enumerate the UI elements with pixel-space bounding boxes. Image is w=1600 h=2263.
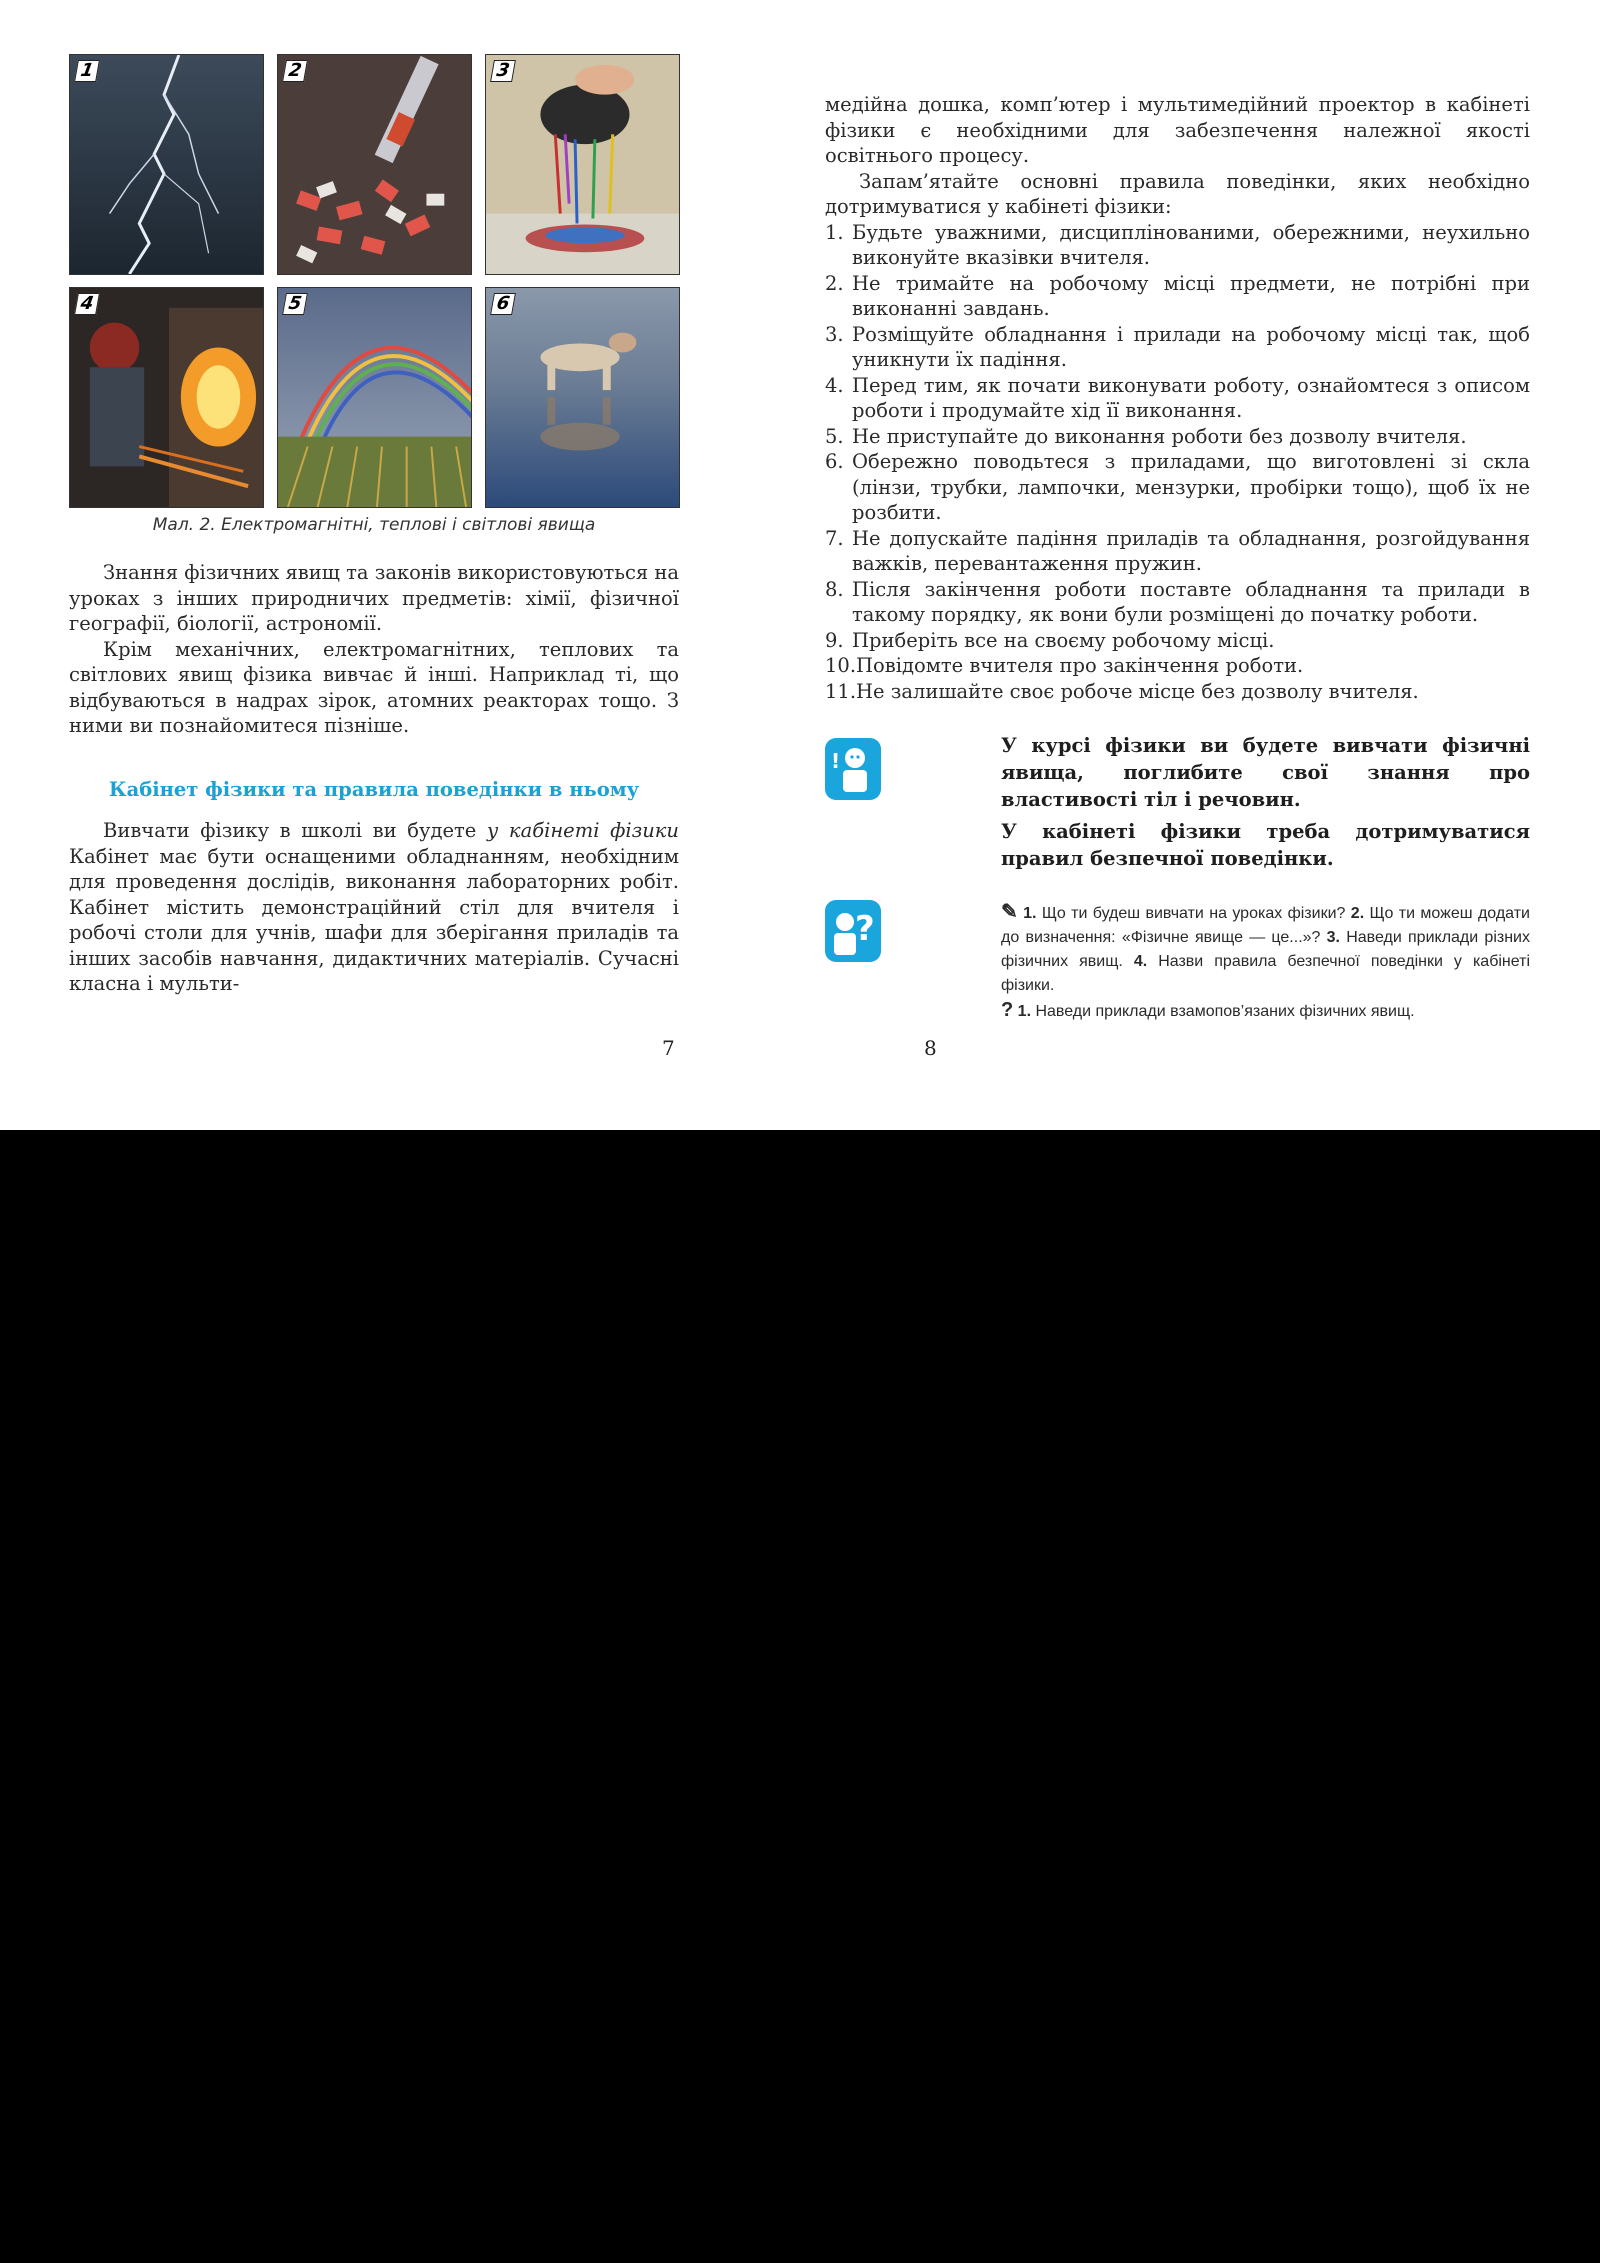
rule-text: Не тримайте на робочому місці предмети, не потрібні при виконанні завдань. (852, 271, 1530, 320)
rule-text: Не залишайте своє робоче місце без дозволу вчителя. (856, 679, 1419, 703)
rule-item (825, 424, 1530, 450)
rule-text: Не приступайте до виконання роботи без дозволу вчителя. (852, 424, 1467, 448)
photo-dog-reflection (485, 287, 680, 508)
page-number: 8 (924, 1036, 937, 1060)
photo-paperclips (485, 54, 680, 275)
left-body-text-2 (69, 818, 679, 997)
right-page (800, 0, 1600, 1130)
rule-number: 4. (825, 373, 844, 397)
paragraph: Знання фізичних явищ та законів використовуються на уроках з інших природничих предметів: хімії, фізичної географії, біології, астрономії. (69, 561, 680, 635)
rule-text: Після закінчення роботи поставте обладнання та прилади в такому порядку, як вони були розміщені до початку роботи. (852, 577, 1530, 626)
rule-number: 8. (825, 577, 844, 601)
rule-item (825, 577, 1530, 628)
questions-icon (825, 900, 881, 962)
rules-list (825, 220, 1530, 705)
photo-number: 2 (282, 60, 308, 82)
left-body-text (69, 560, 679, 739)
rule-item (825, 449, 1530, 526)
rule-number: 9. (825, 628, 844, 652)
photo-number: 3 (490, 60, 516, 82)
rule-text: Не допускайте падіння приладів та обладнання, розгойдування важків, перевантаження пружин. (852, 526, 1530, 575)
rule-text: Розміщуйте обладнання і прилади на робочому місці так, щоб уникнути їх падіння. (852, 322, 1530, 371)
svg-text:?: ? (855, 909, 875, 949)
question-mark-icon: ? (1001, 999, 1014, 1021)
rule-item (825, 679, 1530, 705)
rule-text: Будьте уважними, дисциплінованими, обережними, неухильно виконуйте вказівки вчителя. (852, 220, 1530, 269)
section-heading: Кабінет фізики та правила поведінки в ньому (108, 778, 640, 801)
rule-text: Обережно поводьтеся з приладами, що виготовлені зі скла (лінзи, трубки, лампочки, мензурки, пробірки тощо), щоб їх не розбити. (852, 450, 1530, 524)
svg-text:!: ! (831, 749, 841, 773)
photo-number: 5 (282, 293, 308, 315)
paragraph: медійна дошка, комп’ютер і мультимедійний проектор в кабінеті фізики є необхідними для забезпечення належної якості освітнього процесу. (825, 93, 1530, 167)
rule-item (825, 373, 1530, 424)
rule-item (825, 322, 1530, 373)
rule-item (825, 628, 1530, 654)
summary-text: У кабінеті фізики треба дотримуватися правил безпечної поведінки. (1001, 820, 1530, 870)
paragraph: Запам’ятайте основні правила поведінки, яких необхідно дотримуватися у кабінеті фізики: (825, 169, 1530, 218)
photo-rainbow (277, 287, 472, 508)
page-number: 7 (662, 1036, 675, 1060)
summary-icon (825, 738, 881, 800)
rule-number: 2. (825, 271, 844, 295)
photo-number: 6 (490, 293, 516, 315)
questions-block (1001, 900, 1530, 1024)
rule-number: 1. (825, 220, 844, 244)
photo-furnace (69, 287, 264, 508)
questions-main: ✎ 1. Що ти будеш вивчати на уроках фізики? 2. Що ти можеш додати до визначення: «Фізичне явище — це...»? 3. Наведи приклади різних фізичних явищ. 4. Назви правила безпечної поведінки у кабінеті фізики. (1001, 901, 1530, 994)
right-body-text (825, 92, 1530, 704)
paragraph: Вивчати фізику в школі ви будете у кабінеті фізики Кабінет має бути оснащеними обладнанням, необхідним для проведення дослідів, виконання лабораторних робіт. Кабінет містить демонстраційний стіл для вчителя і робочі столи для учнів, шафи для зберігання приладів та інших засобів навчання, дидактичних матеріалів. Сучасні класна і мульти- (69, 819, 679, 995)
rule-number: 10. (825, 654, 857, 677)
rule-text: Перед тим, як почати виконувати роботу, ознайомтеся з описом роботи і продумайте хід її виконання. (852, 373, 1530, 422)
rule-number: 7. (825, 526, 844, 550)
rule-number: 11. (825, 679, 857, 703)
paragraph: Крім механічних, електромагнітних, теплових та світлових явищ фізика вивчає й інші. Наприклад ті, що відбуваються в надрах зірок, атомних реакторах тощо. З ними ви познайомитеся пізніше. (69, 637, 679, 737)
rule-item (825, 653, 1530, 679)
rule-item (825, 526, 1530, 577)
book-spread (0, 0, 1600, 1130)
left-page (0, 0, 800, 1130)
rule-item (825, 271, 1530, 322)
questions-extra: ? 1. Наведи приклади взамопов’язаних фізичних явищ. (1001, 999, 1415, 1021)
pencil-hand-icon: ✎ (1001, 901, 1018, 923)
rule-number: 6. (825, 450, 844, 473)
figure-caption: Мал. 2. Електромагнітні, теплові і світлові явища (152, 515, 596, 535)
summary-box (1001, 732, 1530, 877)
photo-number: 4 (74, 293, 100, 315)
rule-number: 3. (825, 322, 844, 346)
summary-text: У курсі фізики ви будете вивчати фізичні явища, поглибите свої знання про властивості тіл і речовин. (1001, 734, 1530, 811)
rule-item (825, 220, 1530, 271)
photo-static-paper (277, 54, 472, 275)
photo-lightning (69, 54, 264, 275)
rule-text: Приберіть все на своєму робочому місці. (852, 628, 1275, 652)
photo-number: 1 (74, 60, 100, 82)
rule-number: 5. (825, 424, 844, 448)
rule-text: Повідомте вчителя про закінчення роботи. (856, 654, 1304, 677)
